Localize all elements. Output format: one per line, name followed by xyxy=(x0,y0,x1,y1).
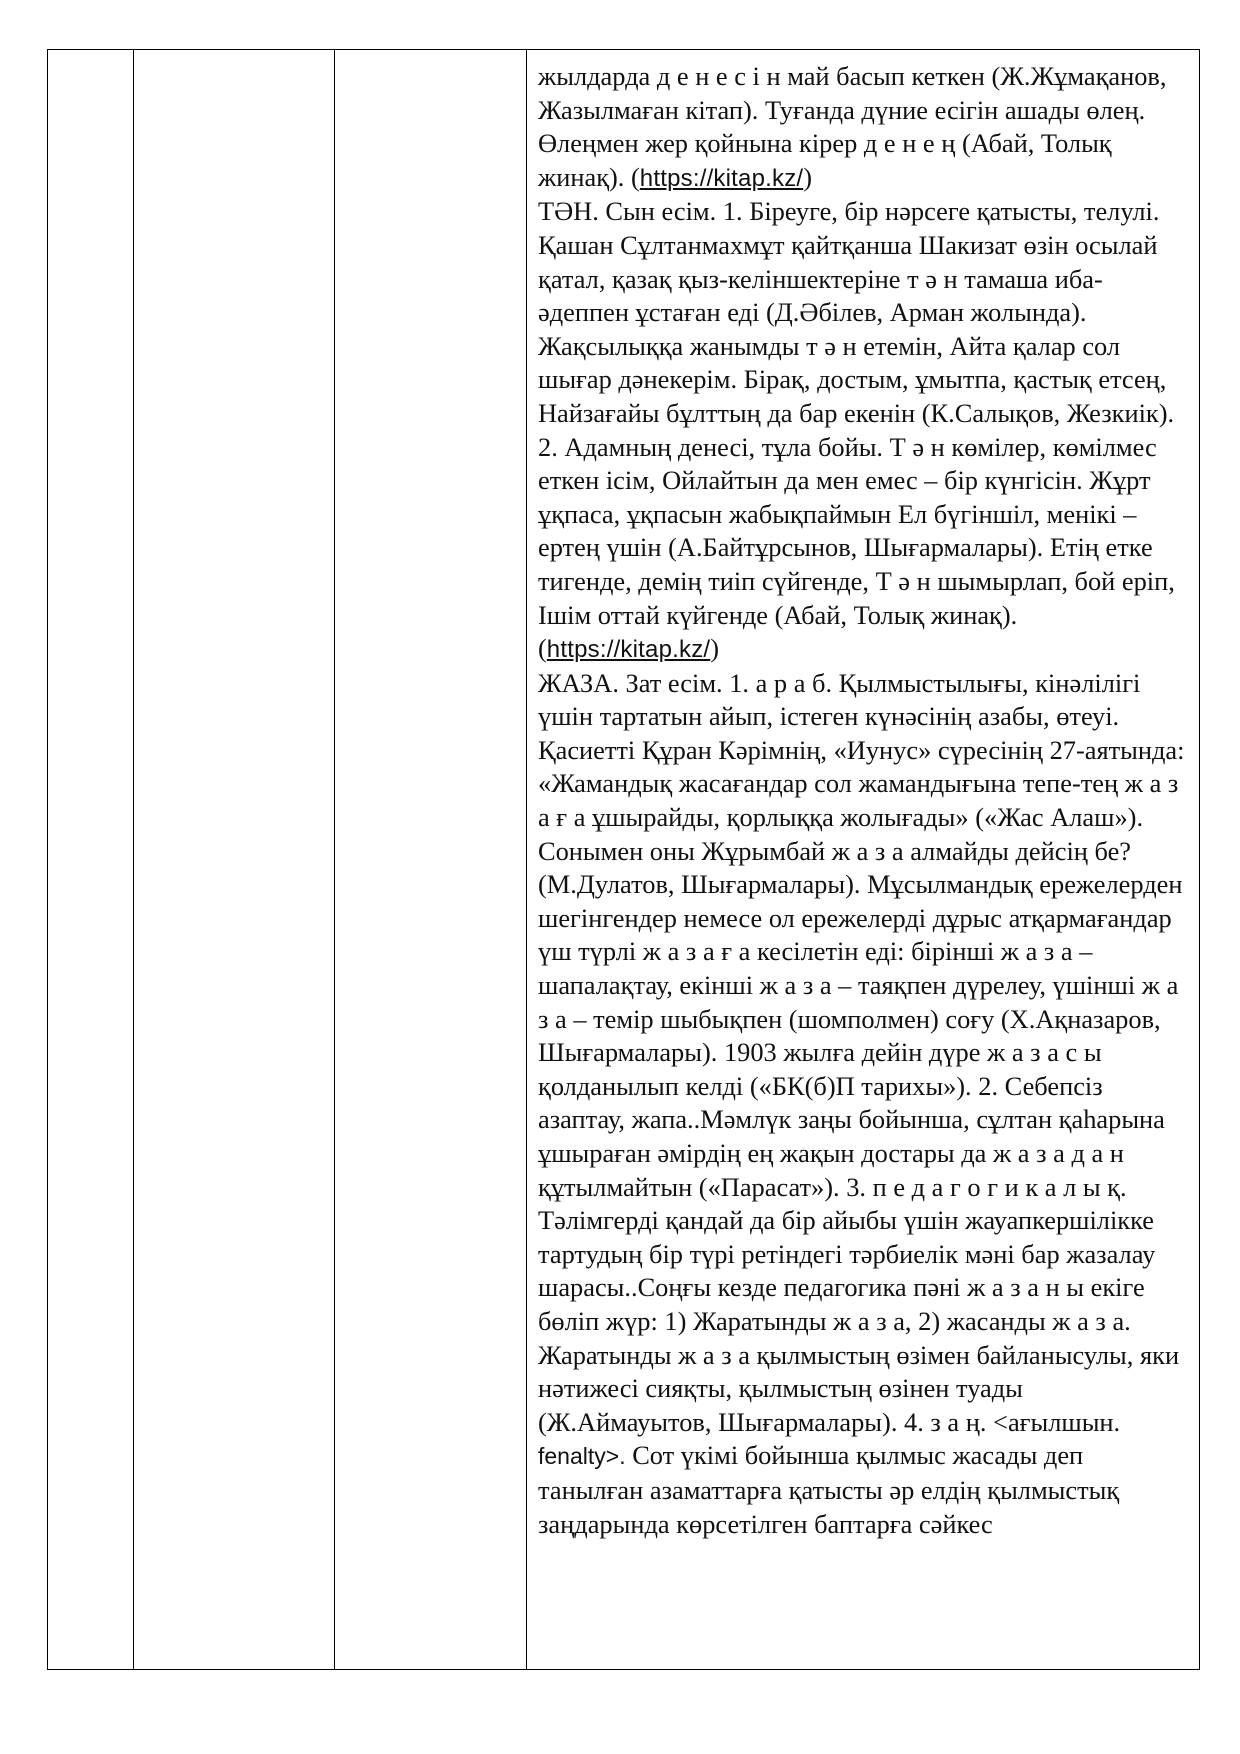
word-cell xyxy=(134,50,335,1670)
entry-tail: Сот үкімі бойынша қылмыс жасады деп танылған азаматтарға қатысты әр елдің қылмыстық заңдарында көрсетілген баптарға сәйкес xyxy=(538,1440,1120,1539)
entry-text: ЖАЗА. Зат есім. 1. а р а б. Қылмыстылығы, кінәлілігі үшін тартатын айып, істеген күнәсінің азабы, өтеуі. Қасиетті Құран Кәрімнің, «Иунус» сүресінің 27-аятында: «Жамандық жасағандар сол жамандығына тепе-тең ж а з а ғ а ұшырайды, қорлыққа жолығады» («Жас Алаш»). Сонымен оны Жұрымбай ж а з а алмайды дейсің бе? (М.Дулатов, Шығармалары). Мұсылмандық ережелерден шегінгендер немесе ол ережелерді дұрыс атқармағандар үш түрлі ж а з а ғ а кесілетін еді: бірінші ж а з а – шапалақтау, екінші ж а з а – таяқпен дүрелеу, үшінші ж а з а – темір шыбықпен (шомполмен) соғу (Х.Ақназаров, Шығармалары). 1903 жылға дейін дүре ж а з а с ы қолданылып келді («БК(б)П тарихы»). 2. Себепсіз азаптау, жапа..Мәмлүк заңы бойынша, сұлтан қаһарына ұшыраған әмірдің ең жақын достары да ж а з а д а н құтылмайтын («Парасат»). 3. п е д а г о г и к а л ы қ. Тәлімгерді қандай да бір айыбы үшін жауапкершілікке тартудың бір түрі ретіндегі тәрбиелік мәні бар жазалау шарасы..Соңғы кезде педагогика пәні ж а з а н ы екіге бөліп жүр: 1) Жаратынды ж а з а, 2) жасанды ж а з а. Жаратынды ж а з а қылмыстың өзімен байланысулы, яки нәтижесі сияқты, қылмыстың өзінен туады (Ж.Аймауытов, Шығармалары). 4. з а ң. <ағылшын. xyxy=(538,667,1185,1437)
category-cell xyxy=(335,50,527,1670)
entry-zhaza xyxy=(538,667,1191,1541)
entry-continuation xyxy=(538,60,1191,195)
table-row xyxy=(48,50,1200,1670)
foreign-term: fenalty>. xyxy=(538,1443,626,1470)
entry-text: ТӘН. Сын есім. 1. Біреуге, бір нәрсеге қатысты, телулі. Қашан Сұлтанмахмұт қайтқанша Шакизат өзін осылай қатал, қазақ қыз-келіншектеріне т ә н тамаша иба-әдеппен ұстаған еді (Д.Әбілев, Арман жолында). Жақсылыққа жанымды т ә н етемін, Айта қалар сол шығар дәнекерім. Бірақ, достым, ұмытпа, қастық етсең, Найзағайы бұлттың да бар екенін (К.Салықов, Жезкиік). 2. Адамның денесі, тұла бойы. Т ә н көмілер, көмілмес еткен ісім, Ойлайтын да мен емес – бір күнгісін. Жұрт ұқпаса, ұқпасын жабықпаймын Ел бүгіншіл, менікі – ертең үшін (А.Байтұрсынов, Шығармалары). Етің етке тигенде, демің тиіп сүйгенде, Т ә н шымырлап, бой еріп, Ішім оттай күйгенде (Абай, Толық жинақ). ( xyxy=(538,196,1175,664)
entry-text: жылдарда д е н е с і н май басып кеткен (Ж.Жұмақанов, Жазылмаған кітап). Туғанда дүние есігін ашады өлең. Өлеңмен жер қойнына кірер д е н е ң (Абай, Толық жинақ). ( xyxy=(538,61,1167,192)
definition-cell xyxy=(527,50,1200,1670)
entry-closing: ) xyxy=(803,161,813,192)
number-cell xyxy=(48,50,134,1670)
entry-ten xyxy=(538,195,1191,666)
source-link[interactable]: https://kitap.kz/ xyxy=(639,164,804,192)
entry-closing: ) xyxy=(710,633,720,664)
dictionary-table xyxy=(47,49,1200,1670)
source-link[interactable]: https://kitap.kz/ xyxy=(546,636,711,664)
